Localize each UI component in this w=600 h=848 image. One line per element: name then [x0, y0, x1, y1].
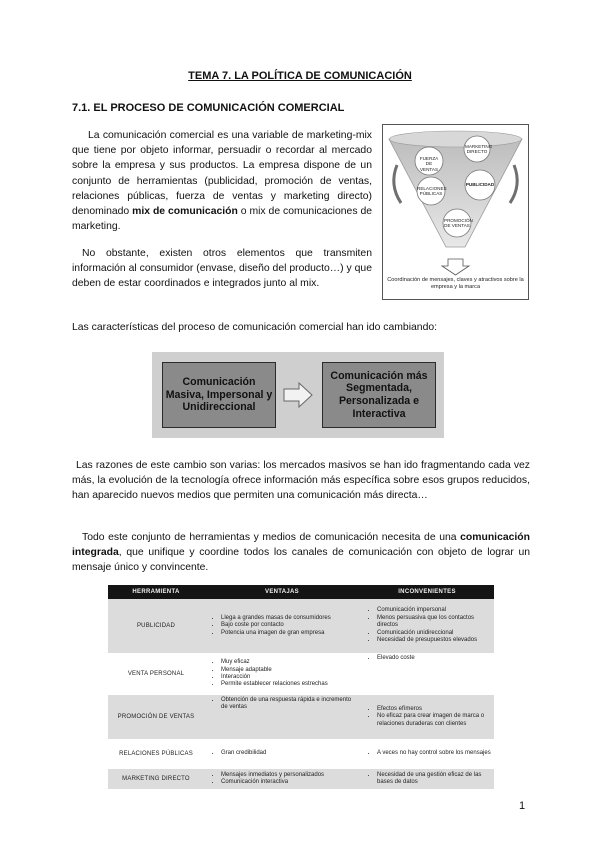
- pros-cell: [204, 653, 360, 695]
- page-title: TEMA 7. LA POLÍTICA DE COMUNICACIÓN: [188, 70, 412, 82]
- list-item: • Comunicación unidireccional: [377, 630, 491, 637]
- right-arrow-icon: [282, 382, 314, 408]
- label-relaciones-publicas: RELACIONES PÚBLICAS: [417, 186, 447, 197]
- funnel-caption: Coordinación de mensajes, claves y atractivos sobre la empresa y la marca: [387, 277, 524, 290]
- list-item: • Mensajes inmediatos y personalizados: [221, 772, 357, 779]
- list-item: • Necesidad de una gestión eficaz de las bases de datos: [377, 772, 491, 787]
- pros-cell: [204, 769, 360, 789]
- label-marketing-directo: MARKETING DIRECTO: [465, 144, 493, 155]
- table-row: [108, 695, 494, 739]
- bold-term-integrated: comunicación integrada: [72, 532, 530, 559]
- list-item: • Mensaje adaptable: [221, 667, 357, 674]
- tool-name: PROMOCIÓN DE VENTAS: [108, 695, 204, 739]
- table-row: [108, 599, 494, 653]
- tool-name: PUBLICIDAD: [108, 599, 204, 653]
- tools-comparison-table: [108, 585, 494, 789]
- right-curved-arrow-icon: [510, 165, 517, 203]
- label-promocion-de-ventas: PROMOCIÓN DE VENTAS: [444, 218, 473, 229]
- label-fuerza-de-ventas: FUERZA DE VENTAS: [419, 156, 439, 172]
- list-item: • Potencia una imagen de gran empresa: [221, 630, 357, 637]
- funnel-graphic: [383, 125, 528, 299]
- tool-name: MARKETING DIRECTO: [108, 769, 204, 789]
- cons-cell: [360, 695, 494, 739]
- list-item: • Interacción: [221, 674, 357, 681]
- funnel-top-rim: [390, 131, 522, 147]
- table-header-row: [108, 585, 494, 599]
- cons-cell: [360, 653, 494, 695]
- table-row: [108, 769, 494, 789]
- section-heading: 7.1. EL PROCESO DE COMUNICACIÓN COMERCIAL: [72, 102, 345, 114]
- cons-cell: [360, 739, 494, 769]
- table-row: [108, 653, 494, 695]
- list-item: • Comunicación interactiva: [221, 779, 357, 786]
- paragraph-intro: La comunicación comercial es una variable de marketing-mix que tiene por objeto informar, persuadir o recordar al mercado sobre la empresa y sus productos. La empresa dispone de un conjunto de herramientas (publicidad, promoción de ventas, relaciones públicas, fuerza de ventas y marketing directo) denominado mix de comunicación o mix de comunicaciones de marketing.: [72, 130, 372, 233]
- left-curved-arrow-icon: [394, 165, 401, 203]
- header-ventajas: VENTAJAS: [204, 585, 360, 599]
- pros-cell: [204, 695, 360, 739]
- list-item: • Gran credibilidad: [221, 750, 357, 757]
- cons-cell: [360, 599, 494, 653]
- list-item: • A veces no hay control sobre los mensajes: [377, 750, 491, 757]
- label-publicidad: PUBLICIDAD: [465, 182, 495, 187]
- tool-name: VENTA PERSONAL: [108, 653, 204, 695]
- down-arrow-icon: [442, 259, 469, 275]
- list-item: • Bajo coste por contacto: [221, 622, 357, 629]
- pros-cell: [204, 599, 360, 653]
- paragraph-integrated: Todo este conjunto de herramientas y medios de comunicación necesita de una comunicación integrada, que unifique y coordine todos los canales de comunicación con objeto de lograr un mensaje único y convincente.: [72, 532, 530, 574]
- list-item: • Llega a grandes masas de consumidores: [221, 615, 357, 622]
- cons-cell: [360, 769, 494, 789]
- paragraph-reasons: Las razones de este cambio son varias: los mercados masivos se han ido fragmentando cada vez más, la evolución de la tecnología ofrece información más específica sobre esos grupos reducidos, han aparecido nuevos medios que permiten una comunicación más directa…: [72, 460, 530, 502]
- table-row: [108, 739, 494, 769]
- paragraph-other-elements: No obstante, existen otros elementos que transmiten información al consumidor (envase, diseño del producto…) y que deben de estar coordinados e integrados junto al mix.: [72, 248, 372, 290]
- header-inconvenientes: INCONVENIENTES: [360, 585, 494, 599]
- list-item: • Menos persuasiva que los contactos directos: [377, 615, 491, 630]
- communication-evolution-diagram: [152, 352, 444, 438]
- page-number: 1: [519, 800, 526, 812]
- tool-name: RELACIONES PÚBLICAS: [108, 739, 204, 769]
- list-item: • Permite establecer relaciones estrechas: [221, 681, 357, 688]
- paragraph-characteristics: Las características del proceso de comunicación comercial han ido cambiando:: [72, 322, 438, 333]
- list-item: • Elevado coste: [377, 655, 491, 662]
- header-herramienta: HERRAMIENTA: [108, 585, 204, 599]
- communication-mix-funnel-figure: [382, 124, 529, 300]
- segmented-communication-box: Comunicación más Segmentada, Personalizada e Interactiva: [322, 362, 436, 428]
- mass-communication-box: Comunicación Masiva, Impersonal y Unidireccional: [162, 362, 276, 428]
- list-item: • Efectos efímeros: [377, 706, 491, 713]
- pros-cell: [204, 739, 360, 769]
- list-item: • No eficaz para crear imagen de marca o relaciones duraderas con clientes: [377, 713, 491, 728]
- list-item: • Obtención de una respuesta rápida e incremento de ventas: [221, 697, 357, 712]
- list-item: • Necesidad de presupuestos elevados: [377, 637, 491, 644]
- list-item: • Comunicación impersonal: [377, 607, 491, 614]
- list-item: • Muy eficaz: [221, 659, 357, 666]
- bold-term-mix: mix de comunicación: [132, 206, 238, 218]
